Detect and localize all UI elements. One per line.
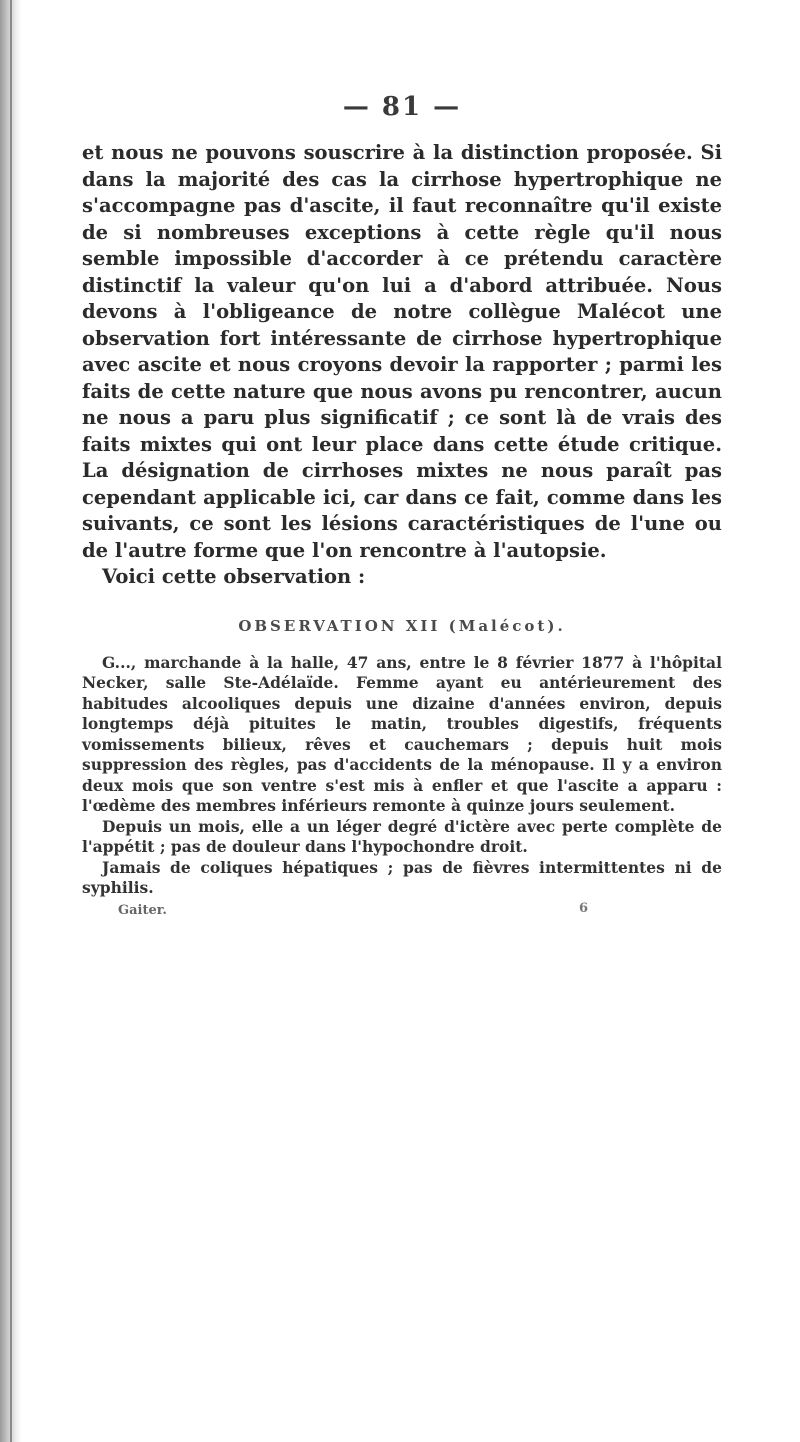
body-paragraph: Voici cette observation : bbox=[102, 565, 366, 588]
page-number: — 81 — bbox=[342, 92, 462, 122]
body-paragraph: et nous ne pouvons souscrire à la distinction proposée. Si dans la majorité des cas la cirrhose hypertrophique ne s'accompagne pas d'ascite, il faut reconnaître qu'il existe de si nombreuses exceptions à cette règle qu'il nous semble impossible d'accorder à ce prétendu caractère distinctif la valeur qu'on lui a d'abord attribuée. Nous devons à l'obligeance de notre collègue Malécot une observation fort intéressante de cirrhose hypertrophique avec ascite et nous croyons devoir la rapporter ; parmi les faits de cette nature que nous avons pu rencontrer, aucun ne nous a paru plus significatif ; ce sont là de vrais des faits mixtes qui ont leur place dans cette étude critique. La désignation de cirrhoses mixtes ne nous paraît pas cependant applicable ici, car dans ce fait, comme dans les suivants, ce sont les lésions caractéristiques de l'une ou de l'autre forme que l'on rencontre à l'autopsie. bbox=[82, 141, 722, 562]
page-binding-line bbox=[10, 0, 12, 1442]
observation-heading: OBSERVATION XII (Malécot). bbox=[238, 616, 566, 635]
observation-paragraph: G..., marchande à la halle, 47 ans, entre le 8 février 1877 à l'hôpital Necker, salle Ste-Adélaïde. Femme ayant eu antérieurement des habitudes alcooliques depuis une dizaine d'années environ, depuis longtemps déjà pituites le matin, troubles digestifs, fréquents vomissements bilieux, rêves et cauchemars ; depuis huit mois suppression des règles, pas d'accidents de la ménopause. Il y a environ deux mois que son ventre s'est mis à enfler et que l'ascite a apparu : l'œdème des membres inférieurs remonte à quinze jours seulement. bbox=[82, 652, 722, 815]
signature-mark: 6 bbox=[578, 900, 588, 916]
signature-text: Gaiter. bbox=[118, 902, 167, 918]
observation-paragraph: Depuis un mois, elle a un léger degré d'ictère avec perte complète de l'appétit ; pas de douleur dans l'hypochondre droit. bbox=[82, 816, 722, 856]
document-page bbox=[82, 92, 722, 919]
observation-paragraph: Jamais de coliques hépatiques ; pas de fièvres intermittentes ni de syphilis. bbox=[82, 857, 722, 897]
